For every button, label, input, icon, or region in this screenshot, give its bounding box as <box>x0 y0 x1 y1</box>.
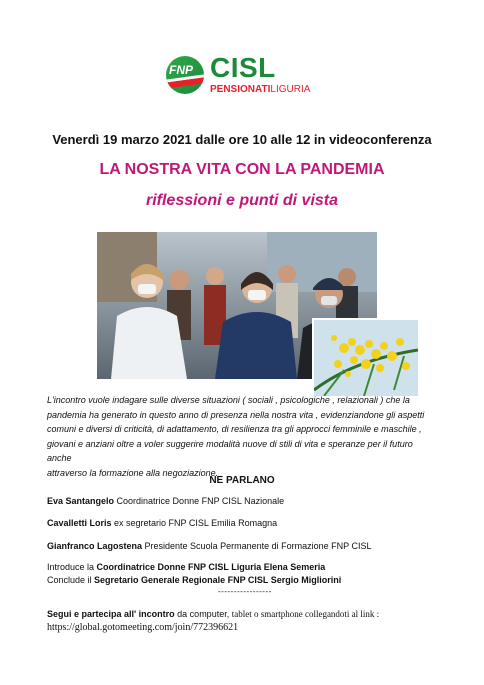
event-date-line: Venerdì 19 marzo 2021 dalle ore 10 alle 12 in videoconferenza <box>52 132 432 147</box>
logo-badge-text: FNP <box>169 63 193 77</box>
intro-paragraph <box>47 393 437 481</box>
introduce-text: Coordinatrice Donne FNP CISL Liguria Elena Semeria <box>96 562 326 572</box>
intro-line: L'incontro vuole indagare sulle diverse situazioni ( sociali , psicologiche , relazionali ) che la <box>47 395 410 405</box>
speakers-heading: NE PARLANO <box>209 475 275 486</box>
introduce-line <box>47 562 325 572</box>
speaker-item <box>47 518 277 528</box>
speaker-role: Presidente Scuola Permanente di Formazione FNP CISL <box>142 541 372 551</box>
speaker-name: Gianfranco Lagostena <box>47 541 143 551</box>
mimosa-flower-photo <box>312 318 420 398</box>
participate-line <box>47 609 379 619</box>
participate-plain: da computer, <box>174 609 232 619</box>
intro-line: giovani e anziani oltre a voler suggerire modalità nuove di stili di vita e speranze per il futuro anche <box>47 438 413 464</box>
speaker-role: Coordinatrice Donne FNP CISL Nazionale <box>114 496 285 506</box>
logo-subtitle <box>210 84 310 95</box>
intro-line: comuni e diversi di criticità, di adattamento, di resilienza tra gli approcci femminile e maschile , <box>47 424 422 435</box>
speaker-item <box>47 541 371 551</box>
conclude-text: Segretario Generale Regionale FNP CISL Sergio Migliorini <box>94 575 342 585</box>
participate-bold: Segui e partecipa all' incontro <box>47 609 175 619</box>
logo-name: CISL <box>210 52 276 83</box>
logo-sub-bold: PENSIONATI <box>210 84 271 95</box>
conclude-line <box>47 575 341 585</box>
event-subtitle: riflessioni e punti di vista <box>145 192 339 209</box>
speaker-role: ex segretario FNP CISL Emilia Romagna <box>111 518 278 528</box>
intro-line: attraverso la formazione alla negoziazione. <box>47 467 219 478</box>
introduce-lead: Introduce la <box>47 562 97 572</box>
event-title: LA NOSTRA VITA CON LA PANDEMIA <box>99 161 385 178</box>
fnp-badge-icon <box>166 56 204 94</box>
speaker-name: Eva Santangelo <box>47 496 115 506</box>
conclude-lead: Conclude il <box>47 575 95 585</box>
separator-dashes: ----------------- <box>218 587 272 596</box>
speaker-item <box>47 496 284 506</box>
fnp-cisl-logo <box>166 52 326 98</box>
meeting-link[interactable]: https://global.gotomeeting.com/join/772396621 <box>47 622 239 633</box>
participate-serif: tablet o smartphone collegandoti al link : <box>231 609 380 619</box>
logo-sub-light: LIGURIA <box>270 84 311 95</box>
intro-line: pandemia ha generato in questo anno di presenza nella nostra vita , evidenziandone gli aspetti <box>47 409 425 420</box>
speaker-name: Cavalletti Loris <box>47 518 112 528</box>
